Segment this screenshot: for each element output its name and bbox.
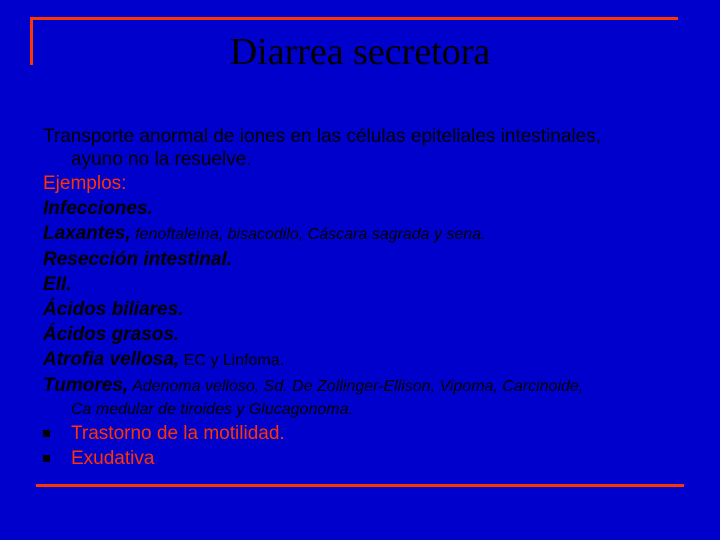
item-tumores-heading: Tumores,	[43, 375, 129, 396]
bullet-text-exudativa: Exudativa	[71, 448, 155, 469]
square-bullet-icon	[43, 455, 50, 462]
item-tumores	[43, 373, 703, 399]
item-atrofia-detail: EC y Linfoma.	[179, 352, 285, 369]
item-tumores-detail: Adenoma velloso, Sd. De Zollinger-Ellison, Vipoma, Carcinoide,	[128, 378, 584, 395]
slide-body	[43, 124, 703, 471]
item-laxantes-heading: Laxantes,	[43, 223, 131, 244]
item-atrofia-heading: Atrofia vellosa,	[43, 349, 180, 370]
item-eii: EII.	[43, 274, 72, 295]
item-laxantes	[43, 221, 703, 247]
frame-bottom-line	[36, 484, 684, 487]
item-infecciones: Infecciones.	[43, 198, 153, 219]
intro-line-1: Transporte anormal de iones en las células epiteliales intestinales,	[43, 126, 601, 147]
bullet-item-exudativa	[43, 446, 703, 471]
bullet-text-motilidad: Trastorno de la motilidad.	[71, 423, 285, 444]
item-acidos-biliares: Ácidos biliares.	[43, 299, 184, 320]
slide-title: Diarrea secretora	[229, 31, 491, 73]
item-acidos-grasos: Ácidos grasos.	[43, 324, 180, 345]
frame-top-line	[30, 17, 678, 20]
item-laxantes-detail: fenoftaleína, bisacodilo, Cáscara sagrada y sena.	[130, 226, 486, 243]
square-bullet-icon	[43, 430, 50, 437]
ejemplos-label: Ejemplos:	[43, 173, 127, 194]
intro-line-2: ayuno no la resuelve.	[71, 149, 252, 170]
item-tumores-detail-2: Ca medular de tiroides y Glucagonoma.	[71, 401, 353, 418]
item-reseccion: Resección intestinal.	[43, 249, 233, 270]
item-atrofia	[43, 347, 703, 373]
bullet-item-motilidad	[43, 421, 703, 446]
